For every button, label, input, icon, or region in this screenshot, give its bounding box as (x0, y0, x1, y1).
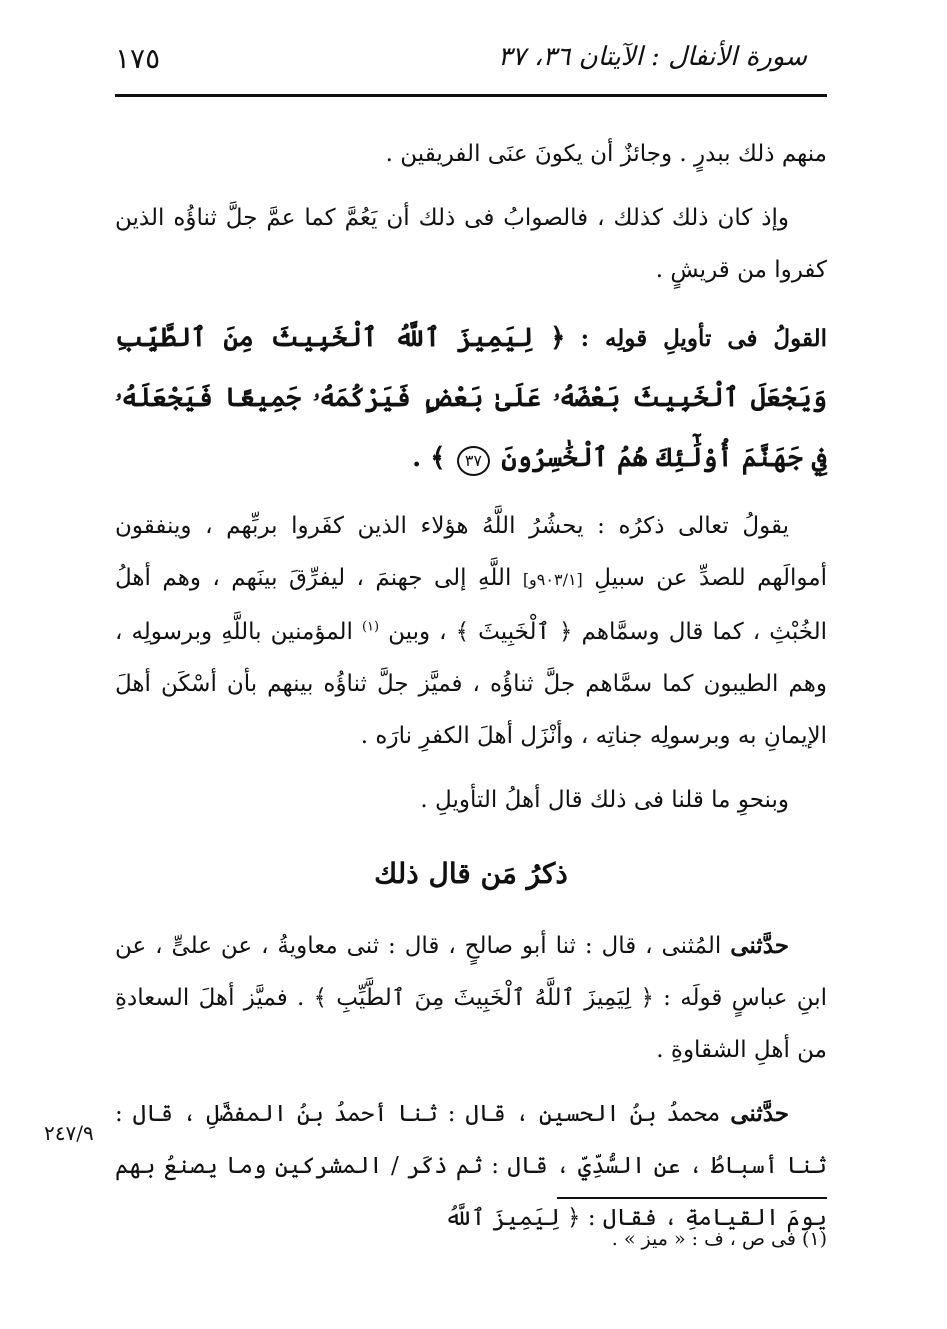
header-rule (115, 94, 827, 97)
page-header (115, 42, 827, 90)
paragraph-4 (115, 500, 827, 762)
hadith-lead: حدَّثنى (730, 932, 789, 959)
paragraph-4-part-b: اللَّهِ إلى جهنمَ ، ليفرِّقَ بينَهم ، وهم أهلُ الخُبْثِ ، كما قال وسمَّاهم ﴿ ٱلْخَبِيثَ ﴾ ، وبين (115, 565, 828, 645)
paragraph-4-part-a: يقولُ تعالى ذكرُه : يحشُرُ اللَّهُ هؤلاء الذين كفَروا بربِّهم ، وينفقون أموالَهم للصدِّ عن سبيلِ (115, 513, 828, 591)
paragraph-7-text: محمدُ بنُ الحسينِ ، قال : ثنا أحمدُ بنُ المفضَّلِ ، قال : ثنا أسباطُ ، عن السُّدِّيِّ ، قال : ثم ذكَر / المشركين وما يصنعُ بهم يومَ القيامةِ ، فقال : ﴿ لِيَمِيزَ ٱللَّهُ (115, 1101, 827, 1231)
paragraph-7 (115, 1088, 827, 1244)
main-text (115, 128, 827, 1256)
footnote: (١) فى ص ، ف : « ميز » . (611, 1228, 827, 1250)
paragraph-5: وبنحوِ ما قلنا فى ذلك قال أهلُ التأويلِ . (420, 787, 789, 813)
margin-page-reference: ٢٤٧/٩ (44, 1121, 94, 1145)
paragraph-1: منهم ذلك ببدرٍ . وجائزٌ أن يكونَ عنَى الفريقين . (385, 141, 827, 167)
manuscript-reference: [٩٠٣/١و] (522, 570, 583, 589)
running-title: سورة الأنفال : الآيتان ٣٦، ٣٧ (497, 42, 807, 72)
footnote-rule (557, 1197, 827, 1199)
tafsir-lead: القولُ فى تأويلِ قولِه : (580, 325, 828, 352)
paragraph-4-part-c: المؤمنين باللَّهِ وبرسولِه ، وهم الطيبون كما سمَّاهم جلَّ ثناؤُه ، فميَّز جلَّ ثناؤُه بينهم بأن أسْكَن أهلَ الإيمانِ به وبرسولِه جناتِه ، وأنْزَل أهلَ الكفرِ نارَه . (115, 619, 828, 749)
paragraph-3 (115, 308, 827, 488)
quran-verse-end: ﴾ . (412, 443, 446, 473)
paragraph-6-text: المُثنى ، قال : ثنا أبو صالحٍ ، قال : ثنى معاويةُ ، عن علىٍّ ، عن ابنِ عباسٍ قولَه : ﴿ لِيَمِيزَ ٱللَّهُ ٱلْخَبِيثَ مِنَ ٱلطَّيِّبِ ﴾ . فميَّز أهلَ السعادةِ من أهلِ الشقاوةِ . (115, 933, 828, 1063)
hadith-lead-2: حدَّثنى (730, 1100, 790, 1127)
paragraph-6 (115, 920, 827, 1076)
quran-verse: ﴿ لِيَمِيزَ ٱللَّهُ ٱلْخَبِيثَ مِنَ ٱلطَّيِّبِ وَيَجْعَلَ ٱلْخَبِيثَ بَعْضَهُۥ عَلَىٰ بَعْضٍ فَيَرْكُمَهُۥ جَمِيعًا فَيَجْعَلَهُۥ فِي جَهَنَّمَ أُوْلَٰٓئِكَ هُمُ ٱلْخَٰسِرُونَ (115, 323, 827, 473)
page-number: ١٧٥ (115, 42, 161, 75)
ayah-number-marker: ٣٧ (457, 446, 490, 476)
section-heading: ذكرُ مَن قال ذلك (374, 857, 568, 890)
paragraph-2: وإذ كان ذلك كذلك ، فالصوابُ فى ذلك أن يَعُمَّ كما عمَّ جلَّ ثناؤُه الذين كفروا من قريشٍ . (115, 205, 827, 283)
footnote-marker: (١) (361, 619, 380, 635)
